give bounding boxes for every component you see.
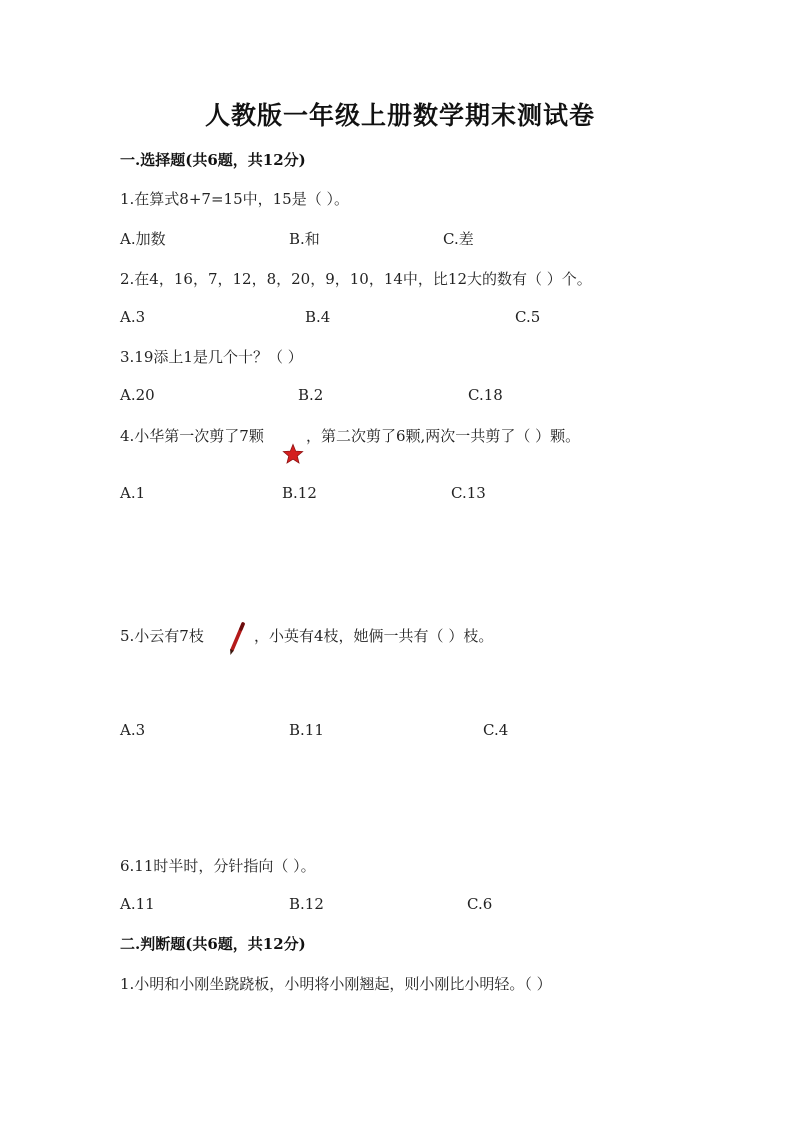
question-5-part-1: 5.小云有7枝	[120, 627, 204, 645]
red-star-icon	[282, 443, 304, 465]
q3-option-c: C.18	[468, 386, 503, 404]
q6-option-a: A.11	[120, 895, 155, 913]
q3-option-a: A.20	[120, 386, 155, 404]
q5-option-a: A.3	[120, 721, 146, 739]
q6-option-c: C.6	[467, 895, 493, 913]
q2-option-c: C.5	[515, 308, 541, 326]
q5-option-b: B.11	[289, 721, 324, 739]
q1-option-a: A.加数	[120, 230, 166, 248]
q2-option-b: B.4	[305, 308, 331, 326]
q1-option-c: C.差	[443, 230, 474, 248]
q6-option-b: B.12	[289, 895, 324, 913]
question-4-part-1: 4.小华第一次剪了7颗	[120, 427, 264, 445]
q3-option-b: B.2	[298, 386, 324, 404]
q1-option-b: B.和	[289, 230, 320, 248]
q4-option-b: B.12	[282, 484, 317, 502]
red-pencil-icon	[228, 622, 246, 656]
question-6: 6.11时半时，分针指向（ ）。	[120, 857, 316, 875]
q4-option-a: A.1	[120, 484, 146, 502]
question-1: 1.在算式8+7=15中，15是（ ）。	[120, 190, 349, 208]
section-heading-judgment: 二.判断题(共6题，共12分)	[120, 935, 306, 953]
question-4-part-2: ，第二次剪了6颗,两次一共剪了（ ）颗。	[306, 427, 581, 445]
question-2: 2.在4，16，7，12，8，20，9，10，14中，比12大的数有（ ）个。	[120, 270, 592, 288]
question-5-part-2: ，小英有4枝，她俩一共有（ ）枝。	[254, 627, 494, 645]
section-heading-choice: 一.选择题(共6题，共12分)	[120, 151, 306, 169]
q2-option-a: A.3	[120, 308, 146, 326]
question-3: 3.19添上1是几个十？（ ）	[120, 348, 303, 366]
judgment-question-1: 1.小明和小刚坐跷跷板，小明将小刚翘起，则小刚比小明轻。（ ）	[120, 975, 552, 993]
q4-option-c: C.13	[451, 484, 486, 502]
q5-option-c: C.4	[483, 721, 509, 739]
page-title: 人教版一年级上册数学期末测试卷	[204, 101, 595, 130]
